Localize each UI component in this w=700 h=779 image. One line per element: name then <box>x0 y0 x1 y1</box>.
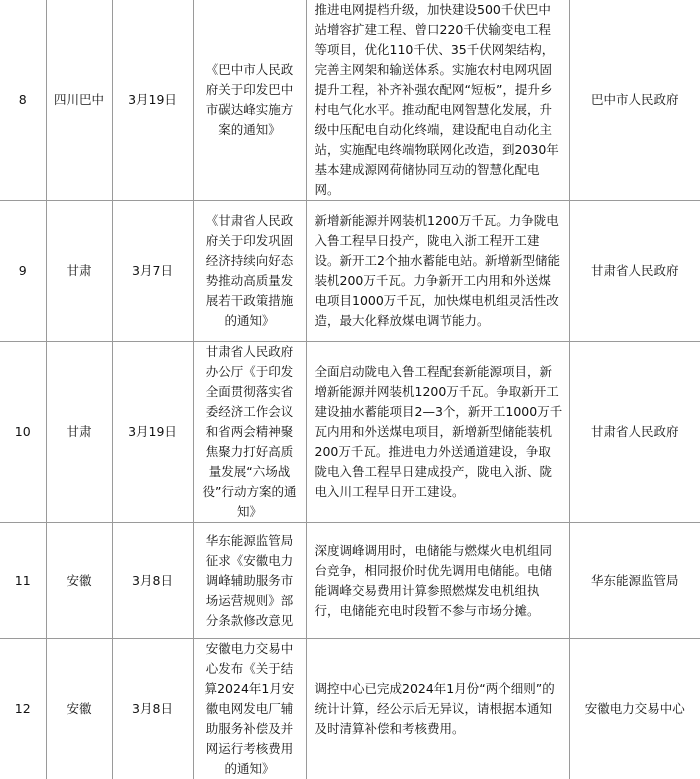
row-policy-title: 《巴中市人民政府关于印发巴中市碳达峰实施方案的通知》 <box>193 0 306 201</box>
row-number: 10 <box>0 342 46 523</box>
row-publisher: 甘肃省人民政府 <box>569 342 700 523</box>
table-row <box>0 0 700 201</box>
row-policy-content: 全面启动陇电入鲁工程配套新能源项目，新增新能源并网装机1200万千瓦。争取新开工建设抽水蓄能项目2—3个，新开工1000万千瓦内用和外送煤电项目，新增新型储能装机200万千瓦。推进电力外送通道建设，争取陇电入鲁工程早日建成投产，陇电入浙、陇电入川工程早日开工建设。 <box>306 342 569 523</box>
row-region: 甘肃 <box>46 342 112 523</box>
table-row <box>0 523 700 639</box>
row-publisher: 华东能源监管局 <box>569 523 700 639</box>
row-policy-title: 甘肃省人民政府办公厅《于印发全面贯彻落实省委经济工作会议和省两会精神聚焦聚力打好高质量发展“六场战役”行动方案的通知》 <box>193 342 306 523</box>
row-policy-content: 推进电网提档升级，加快建设500千伏巴中站增容扩建工程、曾口220千伏输变电工程等项目，优化110千伏、35千伏网架结构，完善主网架和输送体系。实施农村电网巩固提升工程，补齐补强农配网“短板”，提升乡村电气化水平。推动配电网智慧化发展，升级中压配电自动化终端，建设配电自动化主站，实施配电终端物联网化改造，到2030年基本建成源网荷储协同互动的智慧化配电网。 <box>306 0 569 201</box>
table-row <box>0 201 700 342</box>
row-date: 3月7日 <box>112 201 193 342</box>
row-publisher: 甘肃省人民政府 <box>569 201 700 342</box>
row-number: 8 <box>0 0 46 201</box>
row-region: 安徽 <box>46 523 112 639</box>
row-date: 3月19日 <box>112 0 193 201</box>
row-publisher: 安徽电力交易中心 <box>569 639 700 779</box>
row-policy-content: 调控中心已完成2024年1月份“两个细则”的统计计算，经公示后无异议，请根据本通知及时清算补偿和考核费用。 <box>306 639 569 779</box>
row-region: 安徽 <box>46 639 112 779</box>
row-policy-title: 《甘肃省人民政府关于印发巩固经济持续向好态势推动高质量发展若干政策措施的通知》 <box>193 201 306 342</box>
row-date: 3月8日 <box>112 639 193 779</box>
row-region: 甘肃 <box>46 201 112 342</box>
row-date: 3月19日 <box>112 342 193 523</box>
row-date: 3月8日 <box>112 523 193 639</box>
row-policy-content: 新增新能源并网装机1200万千瓦。力争陇电入鲁工程早日投产，陇电入浙工程开工建设。新开工2个抽水蓄能电站。新增新型储能装机200万千瓦。力争新开工内用和外送煤电项目1000万千瓦，加快煤电机组灵活性改造，最大化释放煤电调节能力。 <box>306 201 569 342</box>
row-policy-content: 深度调峰调用时，电储能与燃煤火电机组同台竞争，相同报价时优先调用电储能。电储能调峰交易费用计算参照燃煤发电机组执行，电储能充电时段暂不参与市场分摊。 <box>306 523 569 639</box>
table-row <box>0 342 700 523</box>
row-number: 9 <box>0 201 46 342</box>
row-number: 12 <box>0 639 46 779</box>
row-number: 11 <box>0 523 46 639</box>
row-policy-title: 华东能源监管局征求《安徽电力调峰辅助服务市场运营规则》部分条款修改意见 <box>193 523 306 639</box>
row-region: 四川巴中 <box>46 0 112 201</box>
row-publisher: 巴中市人民政府 <box>569 0 700 201</box>
table-row <box>0 639 700 779</box>
row-policy-title: 安徽电力交易中心发布《关于结算2024年1月安徽电网发电厂辅助服务补偿及并网运行考核费用的通知》 <box>193 639 306 779</box>
